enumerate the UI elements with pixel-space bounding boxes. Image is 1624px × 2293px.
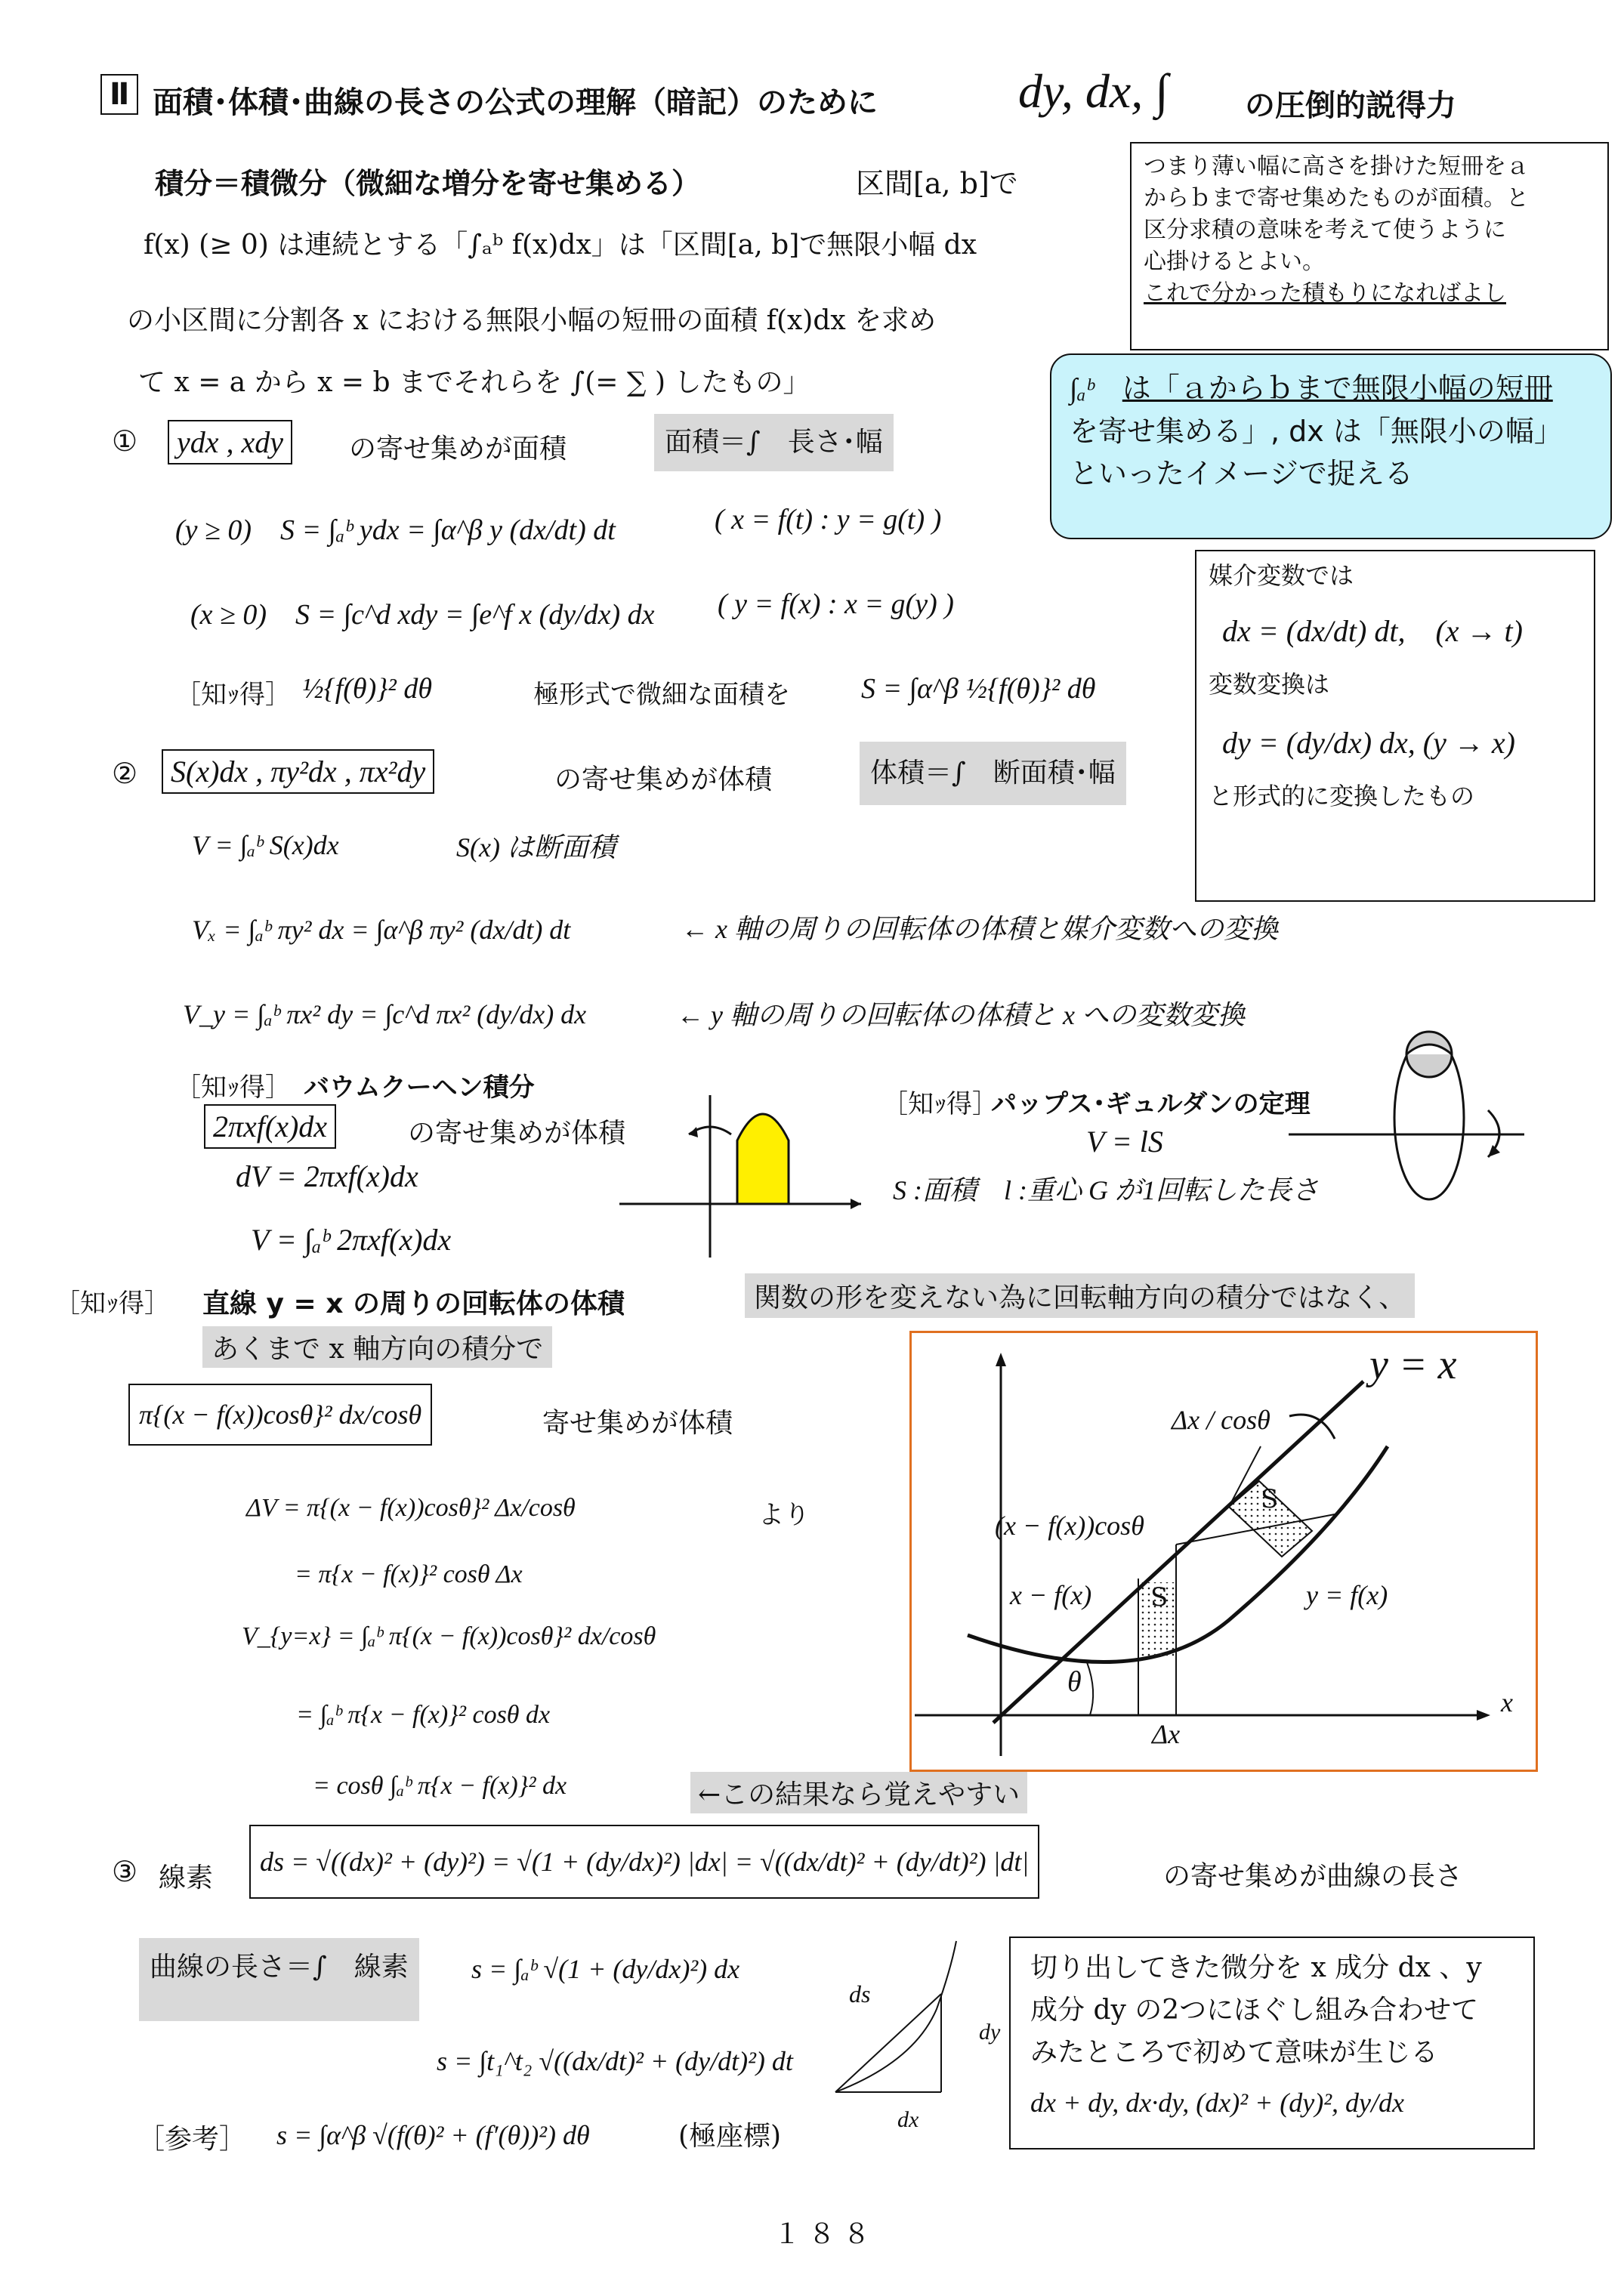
pappus-rotation-head <box>1488 1145 1500 1157</box>
diagram-label-x-axis: x <box>1501 1687 1513 1717</box>
chitoku-label: ［知ｯ得］ <box>175 1072 291 1103</box>
intro-line-2: の小区間に分割各 x における無限小幅の短冊の面積 f(x)dx を求め <box>127 305 937 336</box>
diagram-theta-arc <box>1087 1662 1093 1715</box>
section-3-box: ds = √((dx)² + (dy)²) = √(1 + (dy/dx)²) |dx| = √((dx/dt)² + (dy/dt)²) |dt| <box>249 1825 1039 1899</box>
volume-formula-1: V = ∫ₐᵇ S(x)dx <box>192 830 339 860</box>
line-rot-formula-1-note: より <box>758 1500 810 1530</box>
line-element-diagram <box>823 1933 982 2115</box>
intro-line-3: て x = a から x = b までそれらを ∫(= ∑ ) したもの」 <box>138 367 810 398</box>
section-3-number: ③ <box>112 1855 138 1888</box>
chitoku-label: ［知ｯ得］ <box>54 1288 170 1319</box>
title-tail: の圧倒的説得力 <box>1245 88 1456 123</box>
intro-interval: 区間[a, b]で <box>856 167 1018 200</box>
note-bottom-line-3: みたところで初めて意味が生じる <box>1030 2037 1438 2068</box>
diagram-ds-label: ds <box>849 1980 871 2008</box>
pappus-title: パップス･ギュルダンの定理 <box>991 1089 1311 1119</box>
diagram-label-xf-cos: (x − f(x))cosθ <box>995 1511 1144 1541</box>
note-top <box>1130 142 1609 350</box>
diagram-label-xf: x − f(x) <box>1010 1580 1092 1610</box>
baum-box: 2πxf(x)dx <box>204 1104 336 1149</box>
baum-formula-2: V = ∫ₐᵇ 2πxf(x)dx <box>251 1223 452 1257</box>
line-rot-title: 直線 y = x の周りの回転体の体積 <box>202 1288 625 1319</box>
length-formula-1: s = ∫ₐᵇ √(1 + (dy/dx)²) dx <box>471 1954 740 1984</box>
line-rot-formula-5: = cosθ ∫ₐᵇ π{x − f(x)}² dx <box>313 1772 567 1800</box>
section-3-label: 線素 <box>159 1862 214 1893</box>
pappus-diagram <box>1284 1020 1526 1216</box>
triangle-curve <box>835 1941 956 2092</box>
note-param-line-2: 変数変換は <box>1209 670 1330 699</box>
diagram-label-yfx: y = f(x) <box>1306 1580 1388 1610</box>
line-rot-formula-2: = π{x − f(x)}² cosθ Δx <box>295 1560 523 1588</box>
section-1-gray: 面積＝∫ 長さ･幅 <box>654 414 894 471</box>
section-2-box: S(x)dx , πy²dx , πx²dy <box>162 749 434 794</box>
volume-formula-2: Vₓ = ∫ₐᵇ πy² dx = ∫α^β πy² (dx/dt) dt <box>192 915 571 945</box>
line-rot-formula-4: = ∫ₐᵇ π{x − f(x)}² cosθ dx <box>296 1701 551 1729</box>
pappus-legend: S :面積 l :重心 G が1回転した長さ <box>893 1175 1319 1205</box>
triangle-hypotenuse <box>835 1994 941 2092</box>
baum-x-arrow <box>851 1199 861 1209</box>
note-param <box>1195 550 1595 902</box>
diagram-label-theta: θ <box>1067 1666 1082 1698</box>
note-bottom-line-1: 切り出してきた微分を x 成分 dx 、y <box>1030 1952 1482 1983</box>
volume-formula-3: V_y = ∫ₐᵇ πx² dy = ∫c^d πx² (dy/dx) dx <box>183 999 587 1029</box>
area-formula-1: (y ≥ 0) S = ∫ₐᵇ ydx = ∫α^β y (dx/dt) dt <box>175 514 616 546</box>
volume-formula-3-note: ← y 軸の周りの回転体の体積と x への変数変換 <box>677 1000 1245 1030</box>
chitoku-label: ［知ｯ得］ <box>175 680 291 710</box>
note-blue-line-3: といったイメージで捉える <box>1070 457 1413 490</box>
length-formula-3-note: (極座標) <box>678 2121 782 2152</box>
polar-text: 極形式で微細な面積を <box>533 680 790 710</box>
note-bottom-line-2: 成分 dy の2つにほぐし組み合わせて <box>1030 1995 1479 2026</box>
diagram-label-s-vertical: S <box>1150 1582 1169 1613</box>
note-blue-line-2: を寄せ集める」, dx は「無限小の幅」 <box>1070 415 1563 448</box>
note-top-line: 区分求積の意味を考えて使うように <box>1144 217 1506 243</box>
intro-line-1: f(x) (≥ 0) は連続とする「∫ₐᵇ f(x)dx」は「区間[a, b]で無限小幅 dx <box>144 230 977 261</box>
page-number: １８８ <box>773 2219 878 2250</box>
polar-formula: S = ∫α^β ½{f(θ)}² dθ <box>861 673 1096 705</box>
baumkuchen-diagram <box>604 1088 869 1261</box>
note-blue <box>1050 353 1612 539</box>
section-1-number: ① <box>112 424 138 458</box>
diagram-label-dx-cos: Δx / cosθ <box>1172 1405 1270 1435</box>
note-bottom-formula: dx + dy, dx·dy, (dx)² + (dy)², dy/dx <box>1030 2088 1404 2118</box>
volume-formula-1-note: S(x) は断面積 <box>456 832 616 863</box>
line-rot-text: 寄せ集めが体積 <box>542 1408 733 1439</box>
line-rot-formula-3: V_{y=x} = ∫ₐᵇ π{(x − f(x))cosθ}² dx/cosθ <box>242 1622 656 1650</box>
diagram-dy-label: dy <box>979 2020 1001 2045</box>
note-top-line: これで分かった積もりになればよし <box>1144 280 1506 307</box>
section-1-box: ydx , xdy <box>168 420 292 464</box>
section-2-gray: 体積＝∫ 断面積･幅 <box>860 742 1126 805</box>
polar-element: ½{f(θ)}² dθ <box>302 673 432 705</box>
note-param-formula-1: dx = (dx/dt) dt, (x → t) <box>1222 614 1523 648</box>
area-formula-2-note: ( y = f(x) : x = g(y) ) <box>718 588 954 620</box>
note-top-line: 心掛けるとよい。 <box>1144 248 1325 275</box>
area-formula-1-note: ( x = f(t) : y = g(t) ) <box>715 504 942 535</box>
note-bottom <box>1009 1937 1535 2149</box>
diagram-dx-label: dx <box>897 2107 919 2132</box>
note-param-formula-2: dy = (dy/dx) dx, (y → x) <box>1222 726 1515 760</box>
line-rot-box: π{(x − f(x))cosθ}² dx/cosθ <box>128 1384 432 1446</box>
baum-text: の寄せ集めが体積 <box>408 1118 626 1149</box>
diagram-label-y-eq-x: y = x <box>1369 1341 1457 1388</box>
section-2-text: の寄せ集めが体積 <box>554 764 773 795</box>
length-formula-2: s = ∫t₁^t₂ √((dx/dt)² + (dy/dt)²) dt <box>437 2046 793 2076</box>
baum-title: バウムクーヘン積分 <box>304 1072 535 1103</box>
note-top-line: からｂまで寄せ集めたものが面積。と <box>1144 185 1529 211</box>
note-param-line-3: と形式的に変換したもの <box>1209 782 1475 810</box>
line-rot-formula-5-note: ←この結果なら覚えやすい <box>690 1772 1027 1813</box>
baum-shape <box>737 1114 789 1204</box>
note-blue-line-1: は「ａからｂまで無限小幅の短冊 <box>1122 372 1553 405</box>
ref-label: ［参考］ <box>137 2124 247 2155</box>
chitoku-label: ［知ｯ得］ <box>882 1089 998 1119</box>
line-rot-diagram-frame <box>909 1331 1538 1772</box>
section-3-text: の寄せ集めが曲線の長さ <box>1163 1861 1463 1892</box>
diagram-label-delta-x: Δx <box>1152 1719 1181 1749</box>
note-param-line-1: 媒介変数では <box>1209 561 1354 590</box>
line-rot-formula-1: ΔV = π{(x − f(x))cosθ}² Δx/cosθ <box>246 1494 576 1522</box>
diagram-label-s-slant: S <box>1261 1484 1279 1514</box>
page-title: 面積･体積･曲線の長さの公式の理解（暗記）のために <box>153 85 878 120</box>
line-rot-diagram <box>912 1333 1536 1770</box>
section-1-text: の寄せ集めが面積 <box>349 434 567 464</box>
line-rot-gray-1: 関数の形を変えない為に回転軸方向の積分ではなく、 <box>745 1273 1415 1318</box>
intro-heading: 積分＝積微分（微細な増分を寄せ集める） <box>155 167 701 200</box>
area-formula-2: (x ≥ 0) S = ∫c^d xdy = ∫e^f x (dy/dx) dx <box>190 599 655 631</box>
roman-numeral: Ⅱ <box>100 74 138 115</box>
note-top-line: つまり薄い幅に高さを掛けた短冊をａ <box>1144 153 1529 180</box>
diagram-x-arrow <box>1477 1710 1490 1721</box>
diagram-y-arrow <box>996 1353 1006 1366</box>
baum-formula-1: dV = 2πxf(x)dx <box>236 1159 418 1193</box>
section-3-gray: 曲線の長さ＝∫ 線素 <box>139 1938 419 2021</box>
volume-formula-2-note: ← x 軸の周りの回転体の体積と媒介変数への変換 <box>681 914 1278 944</box>
pappus-formula: V = lS <box>1086 1125 1163 1159</box>
line-rot-gray-2: あくまで x 軸方向の積分で <box>202 1326 552 1368</box>
length-formula-3: s = ∫α^β √(f(θ)² + (f′(θ))²) dθ <box>276 2120 590 2150</box>
title-math: dy, dx, ∫ <box>1018 64 1169 118</box>
note-blue-integral: ∫ₐᵇ <box>1070 373 1094 405</box>
section-2-number: ② <box>112 757 138 790</box>
